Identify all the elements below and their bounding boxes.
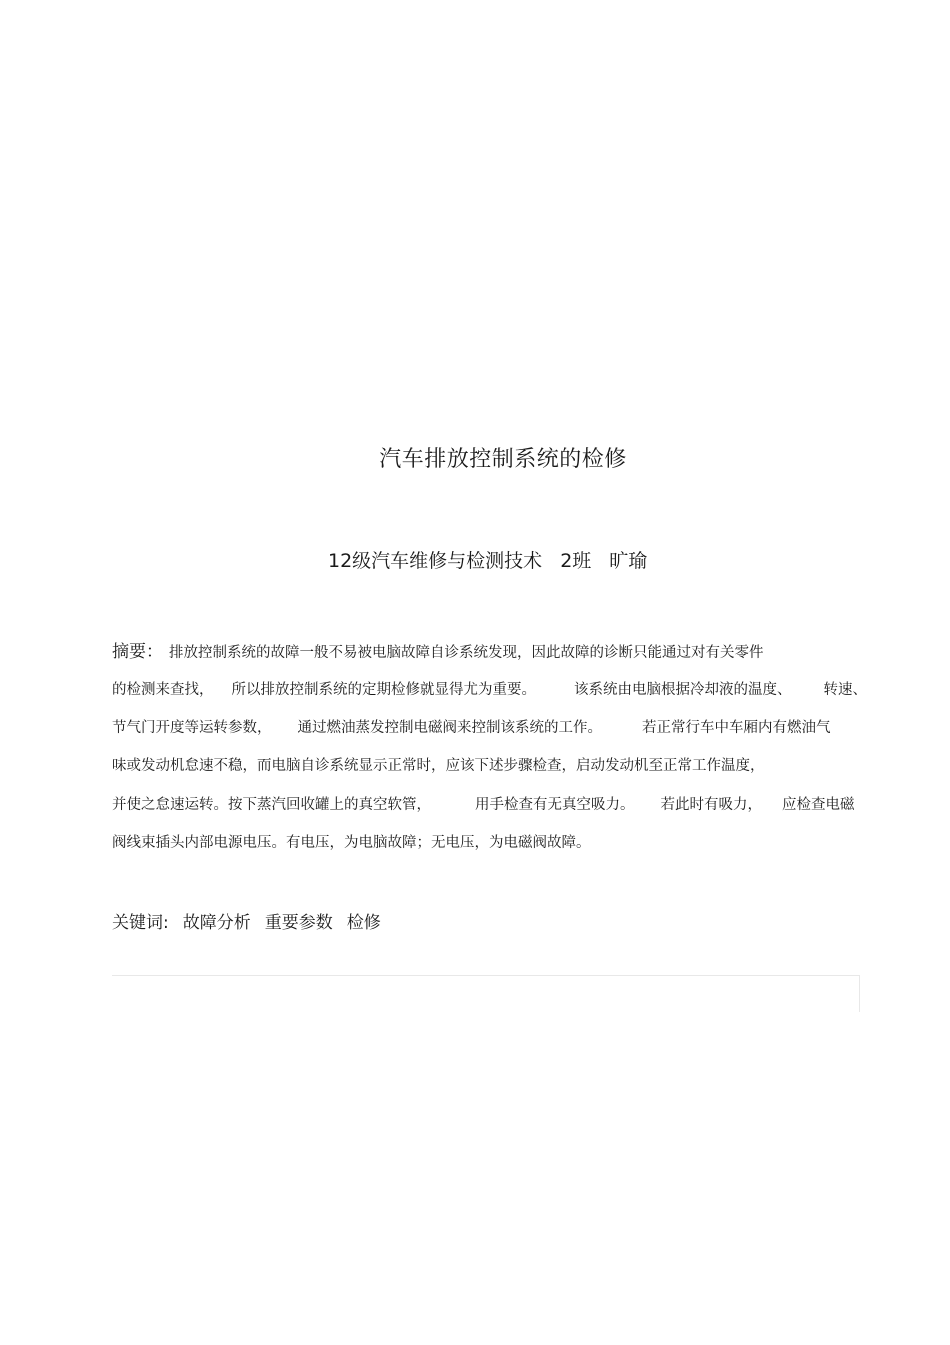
abstract-text: 用手检查有无真空吸力。 — [475, 797, 635, 813]
abstract-text: 阀线束插头内部电源电压。有电压，为电脑故障；无电压，为电磁阀故障。 — [112, 835, 591, 851]
author-byline — [328, 546, 647, 573]
abstract-text: 转速、 — [823, 682, 867, 698]
abstract-line — [112, 640, 764, 664]
abstract-label: 摘要： — [112, 642, 163, 662]
abstract-text: 的检测来查找， — [112, 682, 214, 698]
abstract-text: 若正常行车中车厢内有燃油气 — [642, 720, 831, 736]
abstract-text: 该系统由电脑根据冷却液的温度、 — [574, 682, 792, 698]
abstract-text: 排放控制系统的故障一般不易被电脑故障自诊系统发现，因此故障的诊断只能通过对有关零件 — [169, 645, 764, 661]
abstract-line — [112, 716, 831, 740]
byline-class-number: 2班 — [560, 550, 592, 572]
abstract-text: 应检查电磁 — [782, 797, 855, 813]
section-divider-edge — [859, 976, 860, 1012]
keyword-item: 故障分析 — [182, 913, 251, 933]
document-title: 汽车排放控制系统的检修 — [379, 447, 627, 472]
abstract-text: 若此时有吸力， — [660, 797, 762, 813]
abstract-line — [112, 754, 765, 778]
abstract-text: 节气门开度等运转参数， — [112, 720, 272, 736]
abstract-line — [112, 831, 591, 855]
keyword-item: 重要参数 — [264, 913, 333, 933]
abstract-text: 并使之怠速运转。按下蒸汽回收罐上的真空软管， — [112, 797, 431, 813]
byline-author: 旷瑜 — [609, 550, 648, 572]
abstract-line — [112, 793, 855, 817]
abstract-line — [112, 678, 867, 702]
byline-class-name: 12级汽车维修与检测技术 — [328, 550, 543, 572]
keywords-label: 关键词: — [112, 913, 169, 933]
keyword-item: 检修 — [346, 913, 381, 933]
keywords-section — [112, 908, 381, 933]
section-divider — [112, 975, 860, 976]
abstract-text: 通过燃油蒸发控制电磁阀来控制该系统的工作。 — [297, 720, 602, 736]
abstract-text: 所以排放控制系统的定期检修就显得尤为重要。 — [231, 682, 536, 698]
abstract-text: 味或发动机怠速不稳，而电脑自诊系统显示正常时，应该下述步骤检查，启动发动机至正常工作温度， — [112, 758, 765, 774]
